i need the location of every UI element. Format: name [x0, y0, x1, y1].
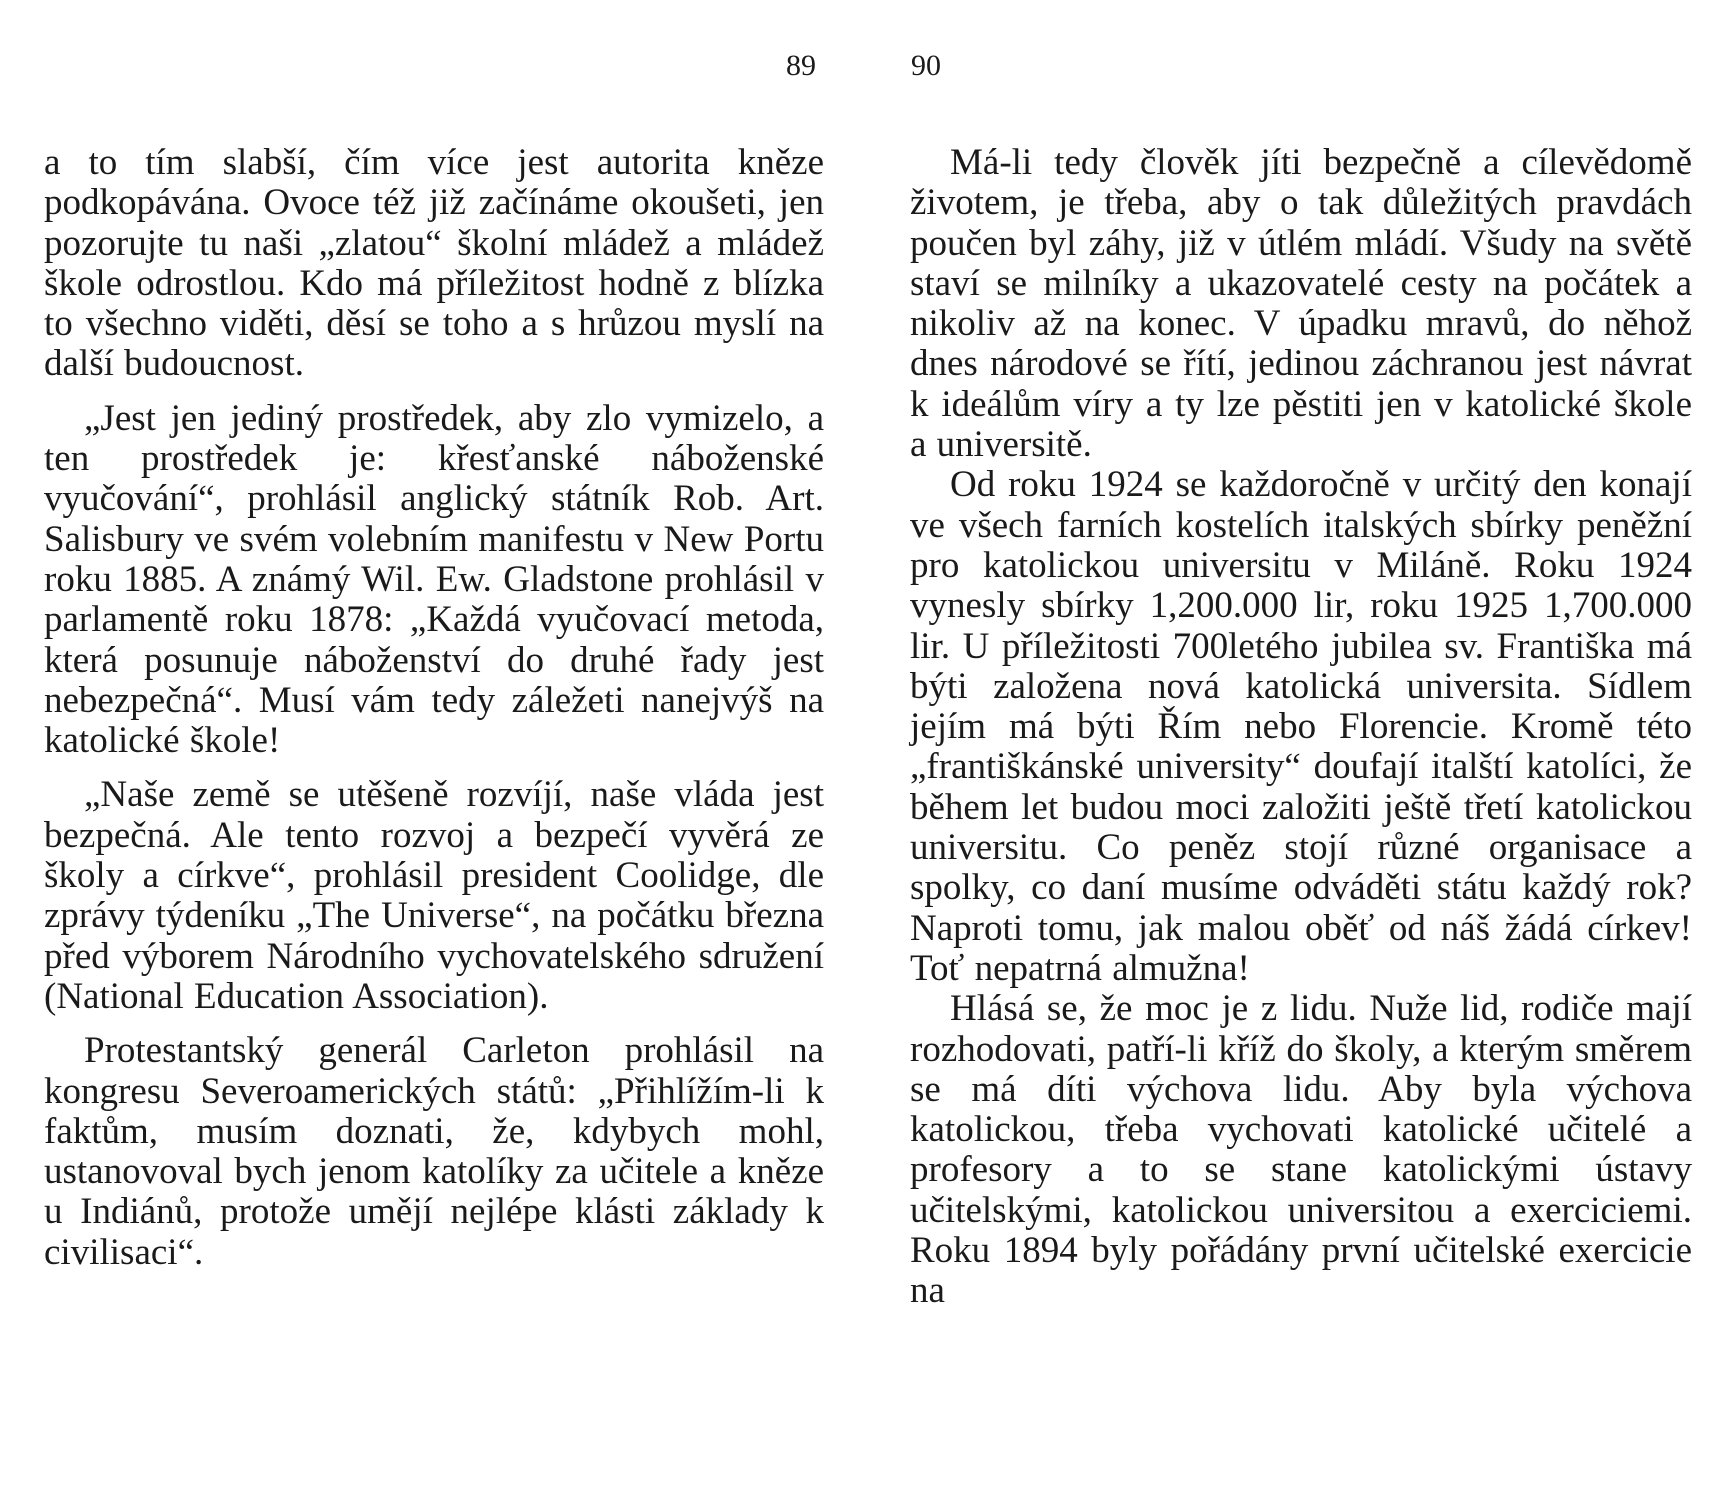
right-paragraph-3: Hlásá se, že moc je z lidu. Nuže lid, rodiče mají rozhodovati, patří-li kříž do školy, a kterým směrem se má díti výchova lidu. Aby byla výchova katolickou, třeba vychovati katolické učitelé a profesory a to se stane katolickými ústavy učitelskými, katolickou universitou a exerciciemi. Roku 1894 byly pořádány první učitelské exercicie na: [910, 988, 1692, 1312]
page-number-left: 89: [786, 49, 816, 82]
left-paragraph-1: a to tím slabší, čím více jest autorita kněze podkopávána. Ovoce též již začínáme okoušeti, jen pozorujte tu naši „zlatou“ školní mládež a mládež škole odrostlou. Kdo má příležitost hodně z blízka to všechno viděti, děsí se toho a s hrůzou myslí na další budoucnost.: [44, 142, 824, 385]
page-number-right: 90: [911, 49, 941, 82]
left-page: [44, 143, 824, 1273]
right-page: [910, 143, 1692, 1312]
left-paragraph-3: „Naše země se utěšeně rozvíjí, naše vláda jest bezpečná. Ale tento rozvoj a bezpečí vyvěrá ze školy a církve“, prohlásil president Coolidge, dle zprávy týdeníku „The Universe“, na počátku března před výborem Národního vychovatelského sdružení (National Education Association).: [44, 774, 824, 1017]
left-paragraph-2: „Jest jen jediný prostředek, aby zlo vymizelo, a ten prostředek je: křesťanské náboženské vyučování“, prohlásil anglický státník Rob. Art. Salisbury ve svém volebním manifestu v New Portu roku 1885. A známý Wil. Ew. Gladstone prohlásil v parlamentě roku 1878: „Každá vyučovací metoda, která posunuje náboženství do druhé řady jest nebezpečná“. Musí vám tedy záležeti nanejvýš na katolické škole!: [44, 397, 824, 762]
right-paragraph-1: Má-li tedy člověk jíti bezpečně a cílevědomě životem, je třeba, aby o tak důležitých pravdách poučen byl záhy, již v útlém mládí. Všudy na světě staví se milníky a ukazovatelé cesty na počátek a nikoliv až na konec. V úpadku mravů, do něhož dnes národové se řítí, jedinou záchranou jest návrat k ideálům víry a ty lze pěstiti jen v katolické škole a universitě.: [910, 142, 1692, 466]
left-paragraph-4: Protestantský generál Carleton prohlásil na kongresu Severoamerických států: „Přihlížím-li k faktům, musím doznati, že, kdybych mohl, ustanovoval bych jenom katolíky za učitele a kněze u Indiánů, protože umějí nejlépe klásti základy k civilisaci“.: [44, 1030, 824, 1273]
right-paragraph-2: Od roku 1924 se každoročně v určitý den konají ve všech farních kostelích italských sbírky peněžní pro katolickou universitu v Miláně. Roku 1924 vynesly sbírky 1,200.000 lir, roku 1925 1,700.000 lir. U příležitosti 700letého jubilea sv. Františka má býti založena nová katolická universita. Sídlem jejím má býti Řím nebo Florencie. Kromě této „františkánské university“ doufají italští katolíci, že během let budou moci založiti ještě třetí katolickou universitu. Co peněz stojí různé organisace a spolky, co daní musíme odváděti státu každý rok? Naproti tomu, jak malou oběť od náš žádá církev! Toť nepatrná almužna!: [910, 464, 1692, 989]
